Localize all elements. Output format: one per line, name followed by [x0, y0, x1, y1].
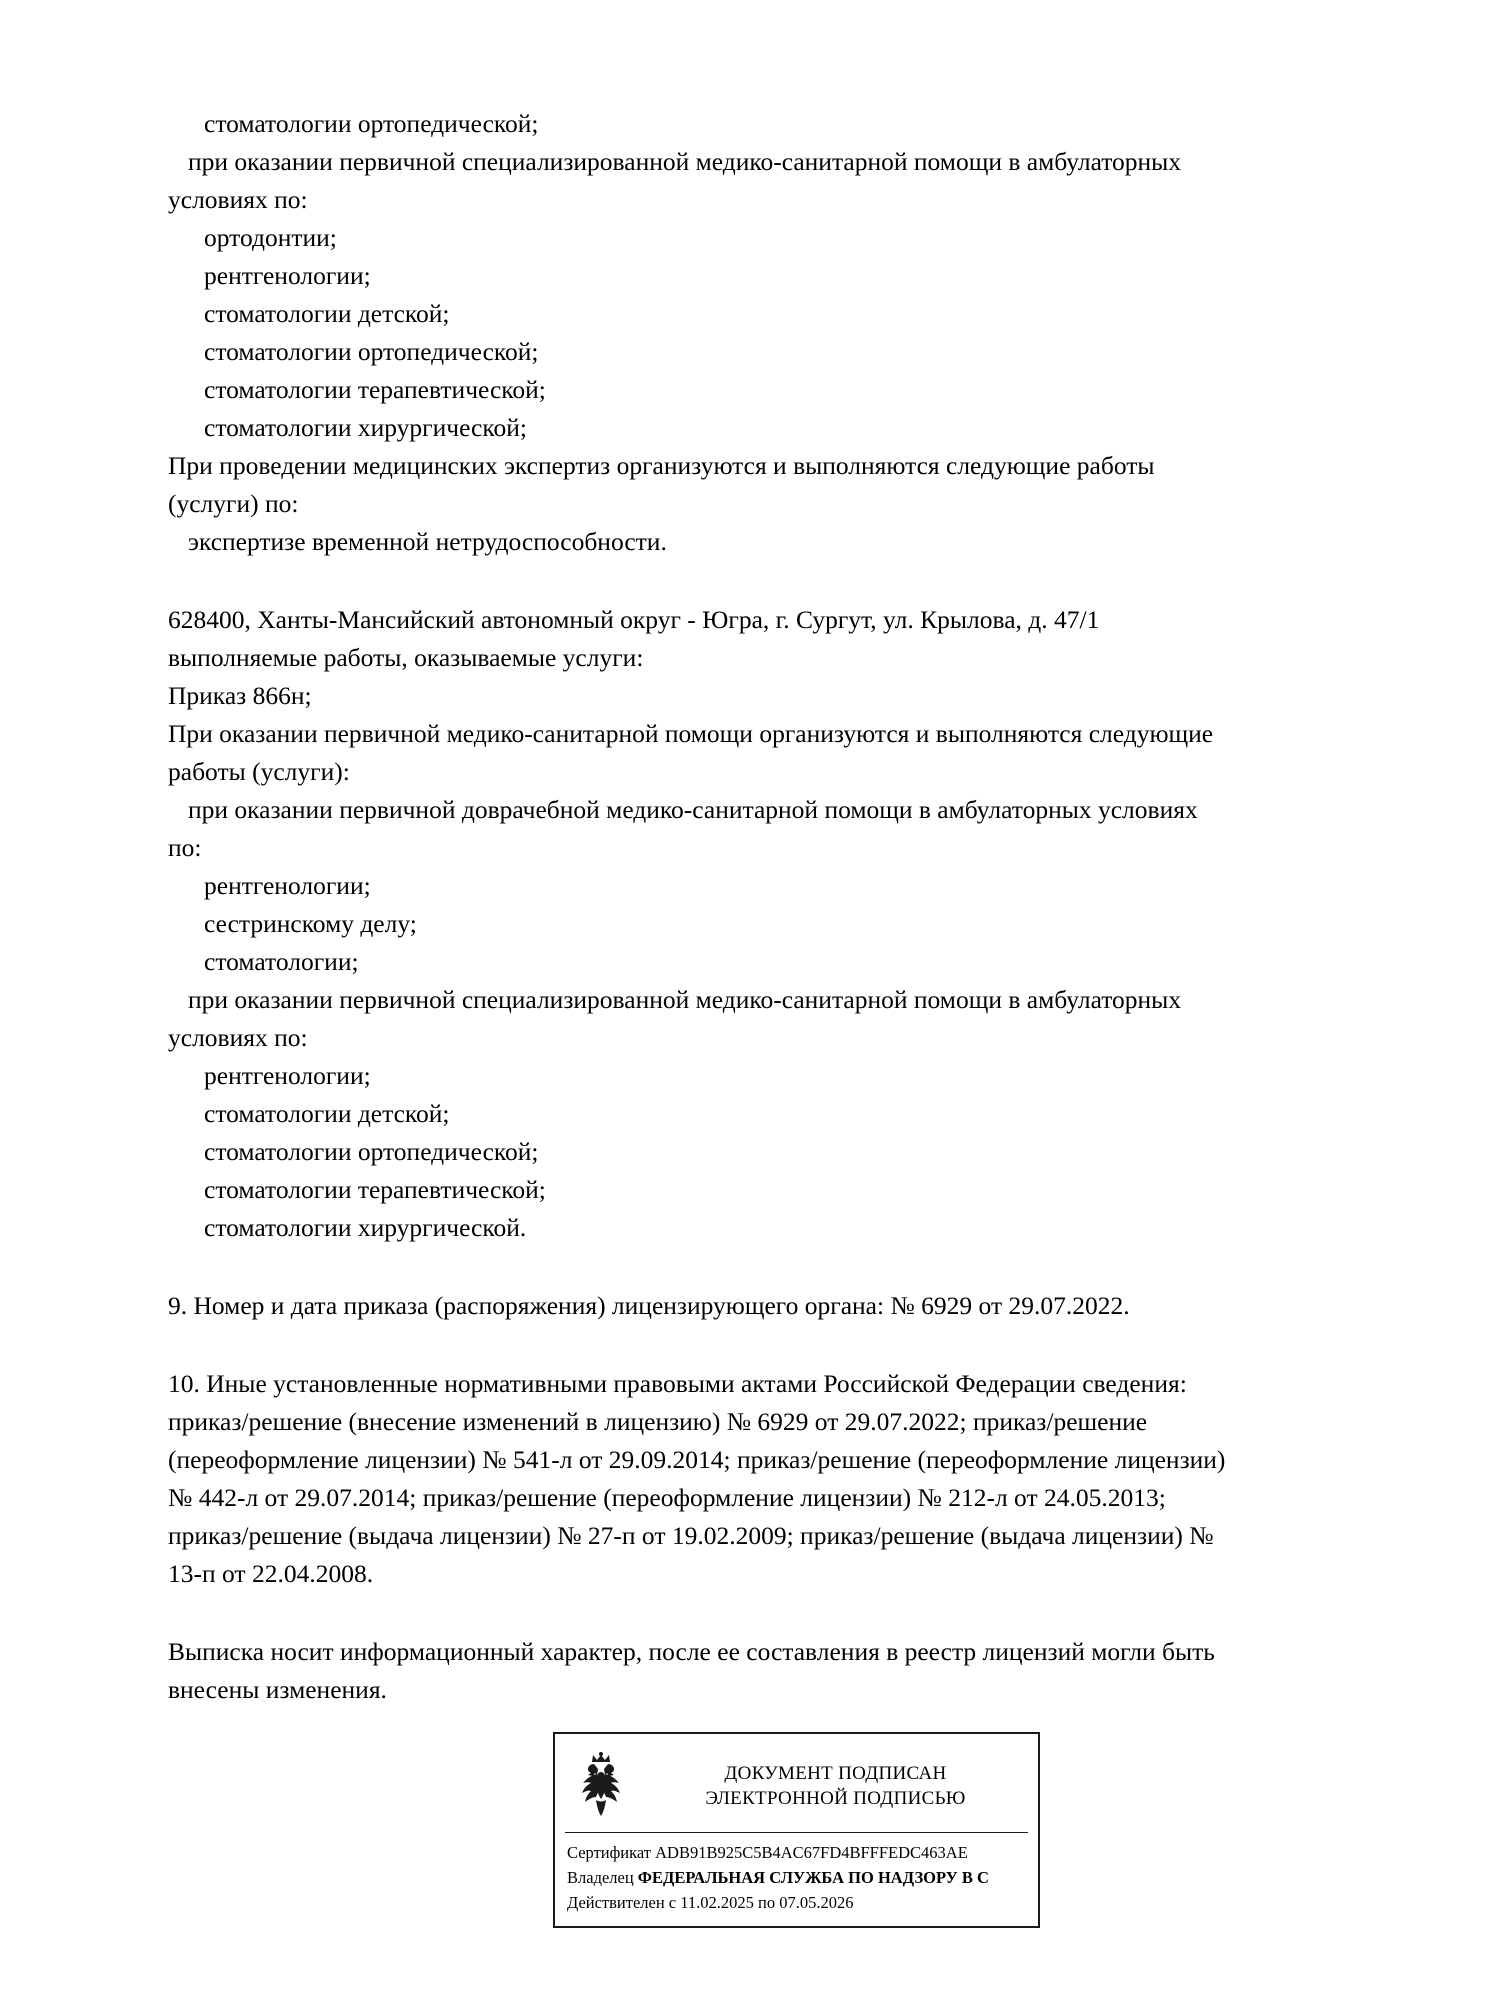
stamp-title: [647, 1761, 1038, 1811]
section-disclaimer: [168, 1633, 1362, 1709]
doc-line: условиях по:: [168, 185, 308, 214]
stamp-owner-value: ФЕДЕРАЛЬНАЯ СЛУЖБА ПО НАДЗОРУ В С: [637, 1868, 989, 1887]
section-address-block: [168, 601, 1362, 1247]
section-item-9: [168, 1287, 1362, 1325]
doc-line: стоматологии;: [204, 947, 359, 976]
doc-line: стоматологии детской;: [204, 1099, 450, 1128]
doc-line: 13-п от 22.04.2008.: [168, 1559, 374, 1588]
doc-line: стоматологии хирургической.: [204, 1213, 527, 1242]
doc-line: экспертизе временной нетрудоспособности.: [188, 527, 667, 556]
section-services-continued: [168, 105, 1362, 561]
doc-line: рентгенологии;: [204, 261, 371, 290]
spacer: [168, 1325, 1362, 1365]
doc-line: (услуги) по:: [168, 489, 299, 518]
doc-line: 10. Иные установленные нормативными правовыми актами Российской Федерации сведения:: [168, 1369, 1187, 1398]
doc-line: рентгенологии;: [204, 871, 371, 900]
doc-line: внесены изменения.: [168, 1675, 387, 1704]
doc-line: ортодонтии;: [204, 223, 337, 252]
spacer: [168, 1247, 1362, 1287]
electronic-signature-stamp: [553, 1732, 1040, 1928]
doc-line: сестринскому делу;: [204, 909, 417, 938]
doc-line: Выписка носит информационный характер, после ее составления в реестр лицензий могли быть: [168, 1637, 1215, 1666]
doc-line: При проведении медицинских экспертиз организуются и выполняются следующие работы: [168, 451, 1155, 480]
stamp-certificate-label: Сертификат: [567, 1843, 651, 1862]
stamp-title-line-1: ДОКУМЕНТ ПОДПИСАН: [724, 1763, 947, 1784]
address-line: 628400, Ханты-Мансийский автономный округ - Югра, г. Сургут, ул. Крылова, д. 47/1: [168, 605, 1100, 634]
doc-line: № 442-л от 29.07.2014; приказ/решение (переоформление лицензии) № 212-л от 24.05.2013;: [168, 1483, 1166, 1512]
doc-line: (переоформление лицензии) № 541-л от 29.09.2014; приказ/решение (переоформление лицензии): [168, 1445, 1226, 1474]
doc-line: по:: [168, 833, 202, 862]
stamp-validity: Действителен с 11.02.2025 по 07.05.2026: [567, 1893, 854, 1912]
doc-line: приказ/решение (выдача лицензии) № 27-п от 19.02.2009; приказ/решение (выдача лицензии) №: [168, 1521, 1214, 1550]
spacer: [168, 561, 1362, 601]
doc-line: стоматологии терапевтической;: [204, 1175, 546, 1204]
doc-line: стоматологии хирургической;: [204, 413, 527, 442]
doc-line: выполняемые работы, оказываемые услуги:: [168, 643, 644, 672]
stamp-certificate-row: [567, 1840, 1038, 1865]
stamp-owner-row: [567, 1865, 1038, 1890]
stamp-title-line-2: ЭЛЕКТРОННОЙ ПОДПИСЬЮ: [705, 1788, 966, 1809]
doc-line: стоматологии ортопедической;: [204, 1137, 539, 1166]
document-body: [168, 105, 1362, 1709]
doc-line: стоматологии ортопедической;: [204, 337, 539, 366]
doc-line: стоматологии детской;: [204, 299, 450, 328]
doc-line: При оказании первичной медико-санитарной помощи организуются и выполняются следующие: [168, 719, 1214, 748]
doc-line: работы (услуги):: [168, 757, 350, 786]
doc-line: условиях по:: [168, 1023, 308, 1052]
double-headed-eagle-icon: [555, 1752, 647, 1820]
stamp-header: [555, 1734, 1038, 1832]
doc-line: стоматологии ортопедической;: [204, 109, 539, 138]
stamp-certificate-value: ADB91B925C5B4AC67FD4BFFFEDC463AE: [655, 1843, 968, 1862]
stamp-details: [555, 1833, 1038, 1915]
spacer: [168, 1593, 1362, 1633]
doc-line: при оказании первичной доврачебной медико-санитарной помощи в амбулаторных условиях: [188, 795, 1198, 824]
stamp-owner-label: Владелец: [567, 1868, 634, 1887]
doc-line: приказ/решение (внесение изменений в лицензию) № 6929 от 29.07.2022; приказ/решение: [168, 1407, 1148, 1436]
doc-line: 9. Номер и дата приказа (распоряжения) лицензирующего органа: № 6929 от 29.07.2022.: [168, 1291, 1130, 1320]
doc-line: Приказ 866н;: [168, 681, 312, 710]
section-item-10: [168, 1365, 1362, 1593]
doc-line: рентгенологии;: [204, 1061, 371, 1090]
doc-line: при оказании первичной специализированной медико-санитарной помощи в амбулаторных: [188, 985, 1182, 1014]
doc-line: при оказании первичной специализированной медико-санитарной помощи в амбулаторных: [188, 147, 1182, 176]
doc-line: стоматологии терапевтической;: [204, 375, 546, 404]
